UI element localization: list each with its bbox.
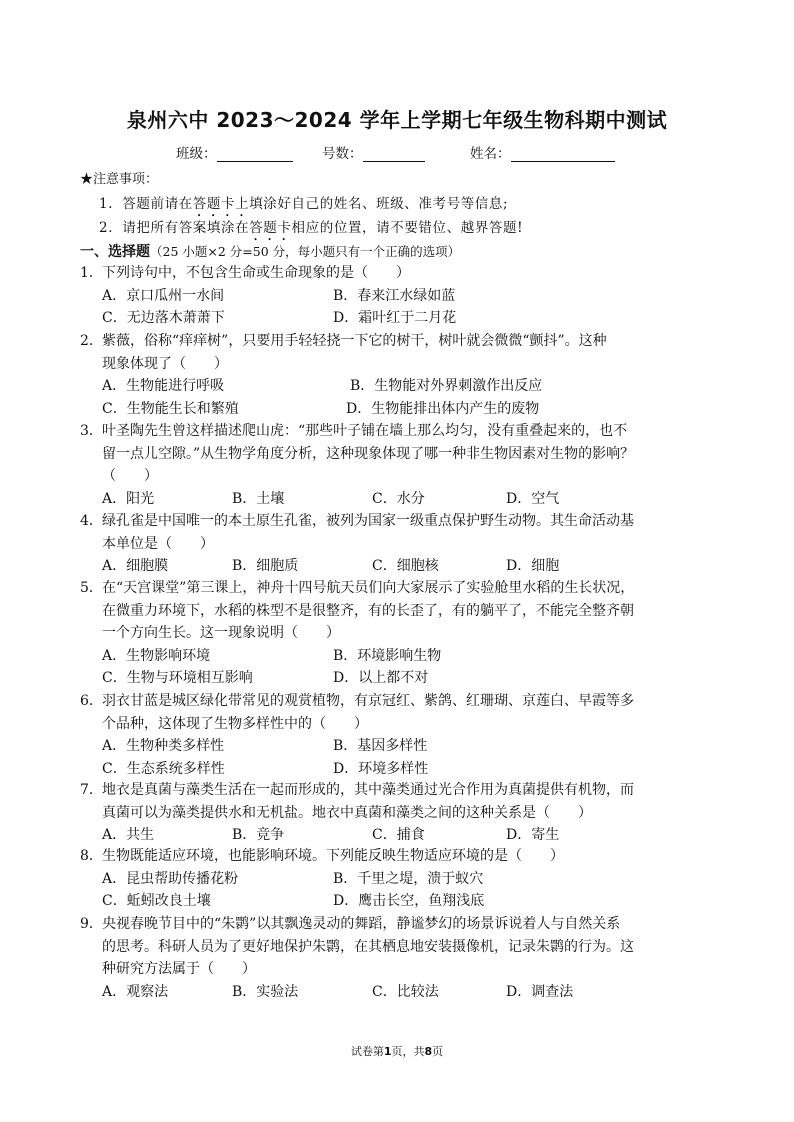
answer-option: C．捕食 — [372, 827, 425, 843]
question-text-line: 叶圣陶先生曾这样描述爬山虎：“那些叶子铺在墙上那么均匀，没有重叠起来的，也不 — [102, 423, 628, 439]
question-number: 1． — [80, 265, 103, 281]
question-stem — [80, 330, 720, 375]
question-number: 4． — [80, 513, 103, 529]
answer-option: A．阳光 — [102, 490, 155, 507]
question-stem — [80, 845, 720, 868]
question-text-line: 在“天宫课堂”第三课上，神舟十四号航天员们向大家展示了实验舱里水稻的生长状况， — [102, 580, 635, 596]
answer-option: C．生物能生长和繁殖 — [102, 400, 239, 417]
question-number: 5． — [80, 580, 103, 596]
answer-option: B．基因多样性 — [333, 738, 428, 754]
question-stem — [80, 510, 720, 555]
question-text-line: 现象体现了（ ） — [102, 355, 228, 372]
answer-option: C．生态系统多样性 — [102, 760, 225, 777]
exam-title: 泉州六中 2023～2024 学年上学期七年级生物科期中测试 — [126, 108, 668, 132]
answer-option: D．霜叶红于二月花 — [333, 310, 457, 326]
question-8 — [80, 845, 720, 913]
answer-option: C．蚯蚓改良土壤 — [102, 893, 211, 909]
name-label: 姓名： — [470, 146, 511, 162]
question-number: 8． — [80, 848, 103, 864]
answer-option: A．观察法 — [102, 983, 169, 1000]
option-row — [80, 307, 720, 330]
question-text-line: 本单位是（ ） — [102, 535, 214, 552]
question-6 — [80, 690, 720, 780]
question-number: 3． — [80, 423, 103, 439]
name-blank — [511, 147, 615, 162]
option-row — [80, 735, 720, 758]
option-row — [80, 758, 720, 781]
question-number: 6． — [80, 693, 103, 709]
answer-option: A．细胞膜 — [102, 558, 169, 574]
question-text-line: 地衣是真菌与藻类生活在一起而形成的，其中藻类通过光合作用为真菌提供有机物，而 — [102, 782, 634, 798]
question-stem — [80, 577, 720, 645]
answer-option: A．生物能进行呼吸 — [102, 378, 225, 394]
answer-option: B．春来江水绿如蓝 — [333, 287, 456, 304]
section-heading — [80, 241, 460, 261]
question-4 — [80, 510, 720, 578]
answer-option: B．土壤 — [232, 490, 285, 507]
question-text-line: （ ） — [102, 468, 158, 484]
question-text-line: 羽衣甘蓝是城区绿化带常见的观赏植物，有京冠红、紫鸽、红珊瑚、京莲白、早霞等多 — [102, 693, 634, 709]
question-stem — [80, 690, 720, 735]
answer-option: B．竞争 — [232, 827, 285, 843]
answer-option: C．比较法 — [372, 983, 439, 1000]
answer-option: D．细胞 — [506, 558, 560, 574]
notice-heading: ★注意事项： — [80, 172, 159, 187]
footer-text: 试卷第 — [350, 1045, 384, 1058]
option-row — [80, 981, 720, 1004]
notice-item — [99, 216, 523, 244]
answer-option: C．生物与环境相互影响 — [102, 670, 253, 686]
answer-option: B．实验法 — [232, 983, 299, 1000]
answer-option: A．京口瓜州一水间 — [102, 287, 225, 304]
question-1 — [80, 262, 720, 330]
answer-option: D．环境多样性 — [333, 760, 429, 777]
question-text-line: 个品种，这体现了生物多样性中的（ ） — [102, 715, 368, 732]
question-stem — [80, 779, 720, 824]
option-row — [80, 398, 720, 421]
number-label: 号数： — [322, 146, 363, 162]
question-text-line: 留一点儿空隙。”从生物学角度分析，这种现象体现了哪一种非生物因素对生物的影响？ — [102, 445, 635, 462]
answer-option: A．生物种类多样性 — [102, 738, 225, 754]
question-5 — [80, 577, 720, 690]
question-text-line: 在微重力环境下，水稻的株型不是很整齐，有的长歪了，有的躺平了，不能完全整齐朝 — [102, 602, 634, 619]
answer-option: D．以上都不对 — [333, 670, 429, 686]
answer-option: C．无边落木萧萧下 — [102, 310, 225, 326]
notice-emphasis: 答题卡 — [249, 220, 292, 236]
option-row — [80, 488, 720, 511]
notice-text: 填涂好自己的姓名、班级、准考号等信息; — [249, 196, 509, 212]
class-field — [176, 142, 293, 162]
section-note: （25 小题×2 分=50 分，每小题只有一个正确的选项） — [150, 244, 461, 259]
answer-option: D．寄生 — [506, 827, 560, 843]
answer-option: B．细胞质 — [232, 558, 299, 574]
option-row — [80, 868, 720, 891]
question-text-line: 真菌可以为藻类提供水和无机盐。地衣中真菌和藻类之间的这种关系是（ ） — [102, 804, 592, 821]
answer-option: C．水分 — [372, 490, 425, 507]
answer-option: B．千里之堤，溃于蚁穴 — [333, 870, 484, 887]
question-text-line: 紫薇，俗称“痒痒树”，只要用手轻轻挠一下它的树干，树叶就会微微“颤抖”。这种 — [102, 333, 607, 349]
answer-option: C．细胞核 — [372, 558, 439, 574]
class-blank — [217, 147, 293, 162]
question-number: 9． — [80, 916, 103, 932]
option-row — [80, 824, 720, 847]
notice-text: 2．请把所有答案填涂在 — [99, 220, 250, 236]
answer-option: A．昆虫帮助传播花粉 — [102, 870, 239, 887]
page-total: 8 — [424, 1045, 433, 1058]
answer-option: A．生物影响环境 — [102, 647, 211, 664]
option-row — [80, 890, 720, 913]
number-field — [322, 142, 425, 162]
section-label: 一、选择题 — [80, 244, 150, 260]
answer-option: D．鹰击长空，鱼翔浅底 — [333, 893, 485, 909]
number-blank — [363, 147, 425, 162]
question-text-line: 央视春晚节目中的“朱鹮”以其飘逸灵动的舞蹈，静谧梦幻的场景诉说着人与自然关系 — [102, 916, 621, 932]
notice-emphasis: 答题卡上 — [192, 196, 250, 212]
option-row — [80, 667, 720, 690]
option-row — [80, 375, 720, 398]
page-number: 1 — [383, 1045, 392, 1058]
option-row — [80, 555, 720, 578]
question-text-line: 生物既能适应环境，也能影响环境。下列能反映生物适应环境的是（ ） — [102, 848, 564, 864]
answer-option: B．环境影响生物 — [333, 647, 442, 664]
footer-text: 页，共 — [391, 1045, 425, 1058]
question-number: 7． — [80, 782, 103, 798]
answer-option: D．空气 — [506, 490, 560, 507]
question-9 — [80, 913, 720, 1003]
question-text-line: 绿孔雀是中国唯一的本土原生孔雀，被列为国家一级重点保护野生动物。其生命活动基 — [102, 513, 634, 529]
name-field — [470, 142, 615, 162]
question-3 — [80, 420, 720, 510]
question-text-line: 的思考。科研人员为了更好地保护朱鹮，在其栖息地安装摄像机，记录朱鹮的行为。这 — [102, 938, 634, 955]
option-row — [80, 645, 720, 668]
question-text-line: 种研究方法属于（ ） — [102, 961, 256, 977]
answer-option: D．调查法 — [506, 983, 574, 1000]
notice-text: 相应的位置，请不要错位、越界答题! — [291, 220, 524, 236]
answer-option: D．生物能排出体内产生的废物 — [346, 400, 540, 417]
question-number: 2． — [80, 333, 103, 349]
question-2 — [80, 330, 720, 420]
question-stem — [80, 420, 720, 488]
question-text-line: 一个方向生长。这一现象说明（ ） — [102, 625, 340, 641]
question-7 — [80, 779, 720, 847]
footer-text: 页 — [432, 1045, 444, 1058]
page-footer — [0, 1043, 794, 1059]
answer-option: B．生物能对外界刺激作出反应 — [350, 378, 543, 394]
option-row — [80, 285, 720, 308]
question-text-line: 下列诗句中，不包含生命或生命现象的是（ ） — [102, 265, 410, 281]
question-stem — [80, 913, 720, 981]
class-label: 班级： — [176, 146, 217, 162]
notice-text: 1．答题前请在 — [99, 196, 193, 212]
answer-option: A．共生 — [102, 827, 155, 843]
question-stem — [80, 262, 720, 285]
